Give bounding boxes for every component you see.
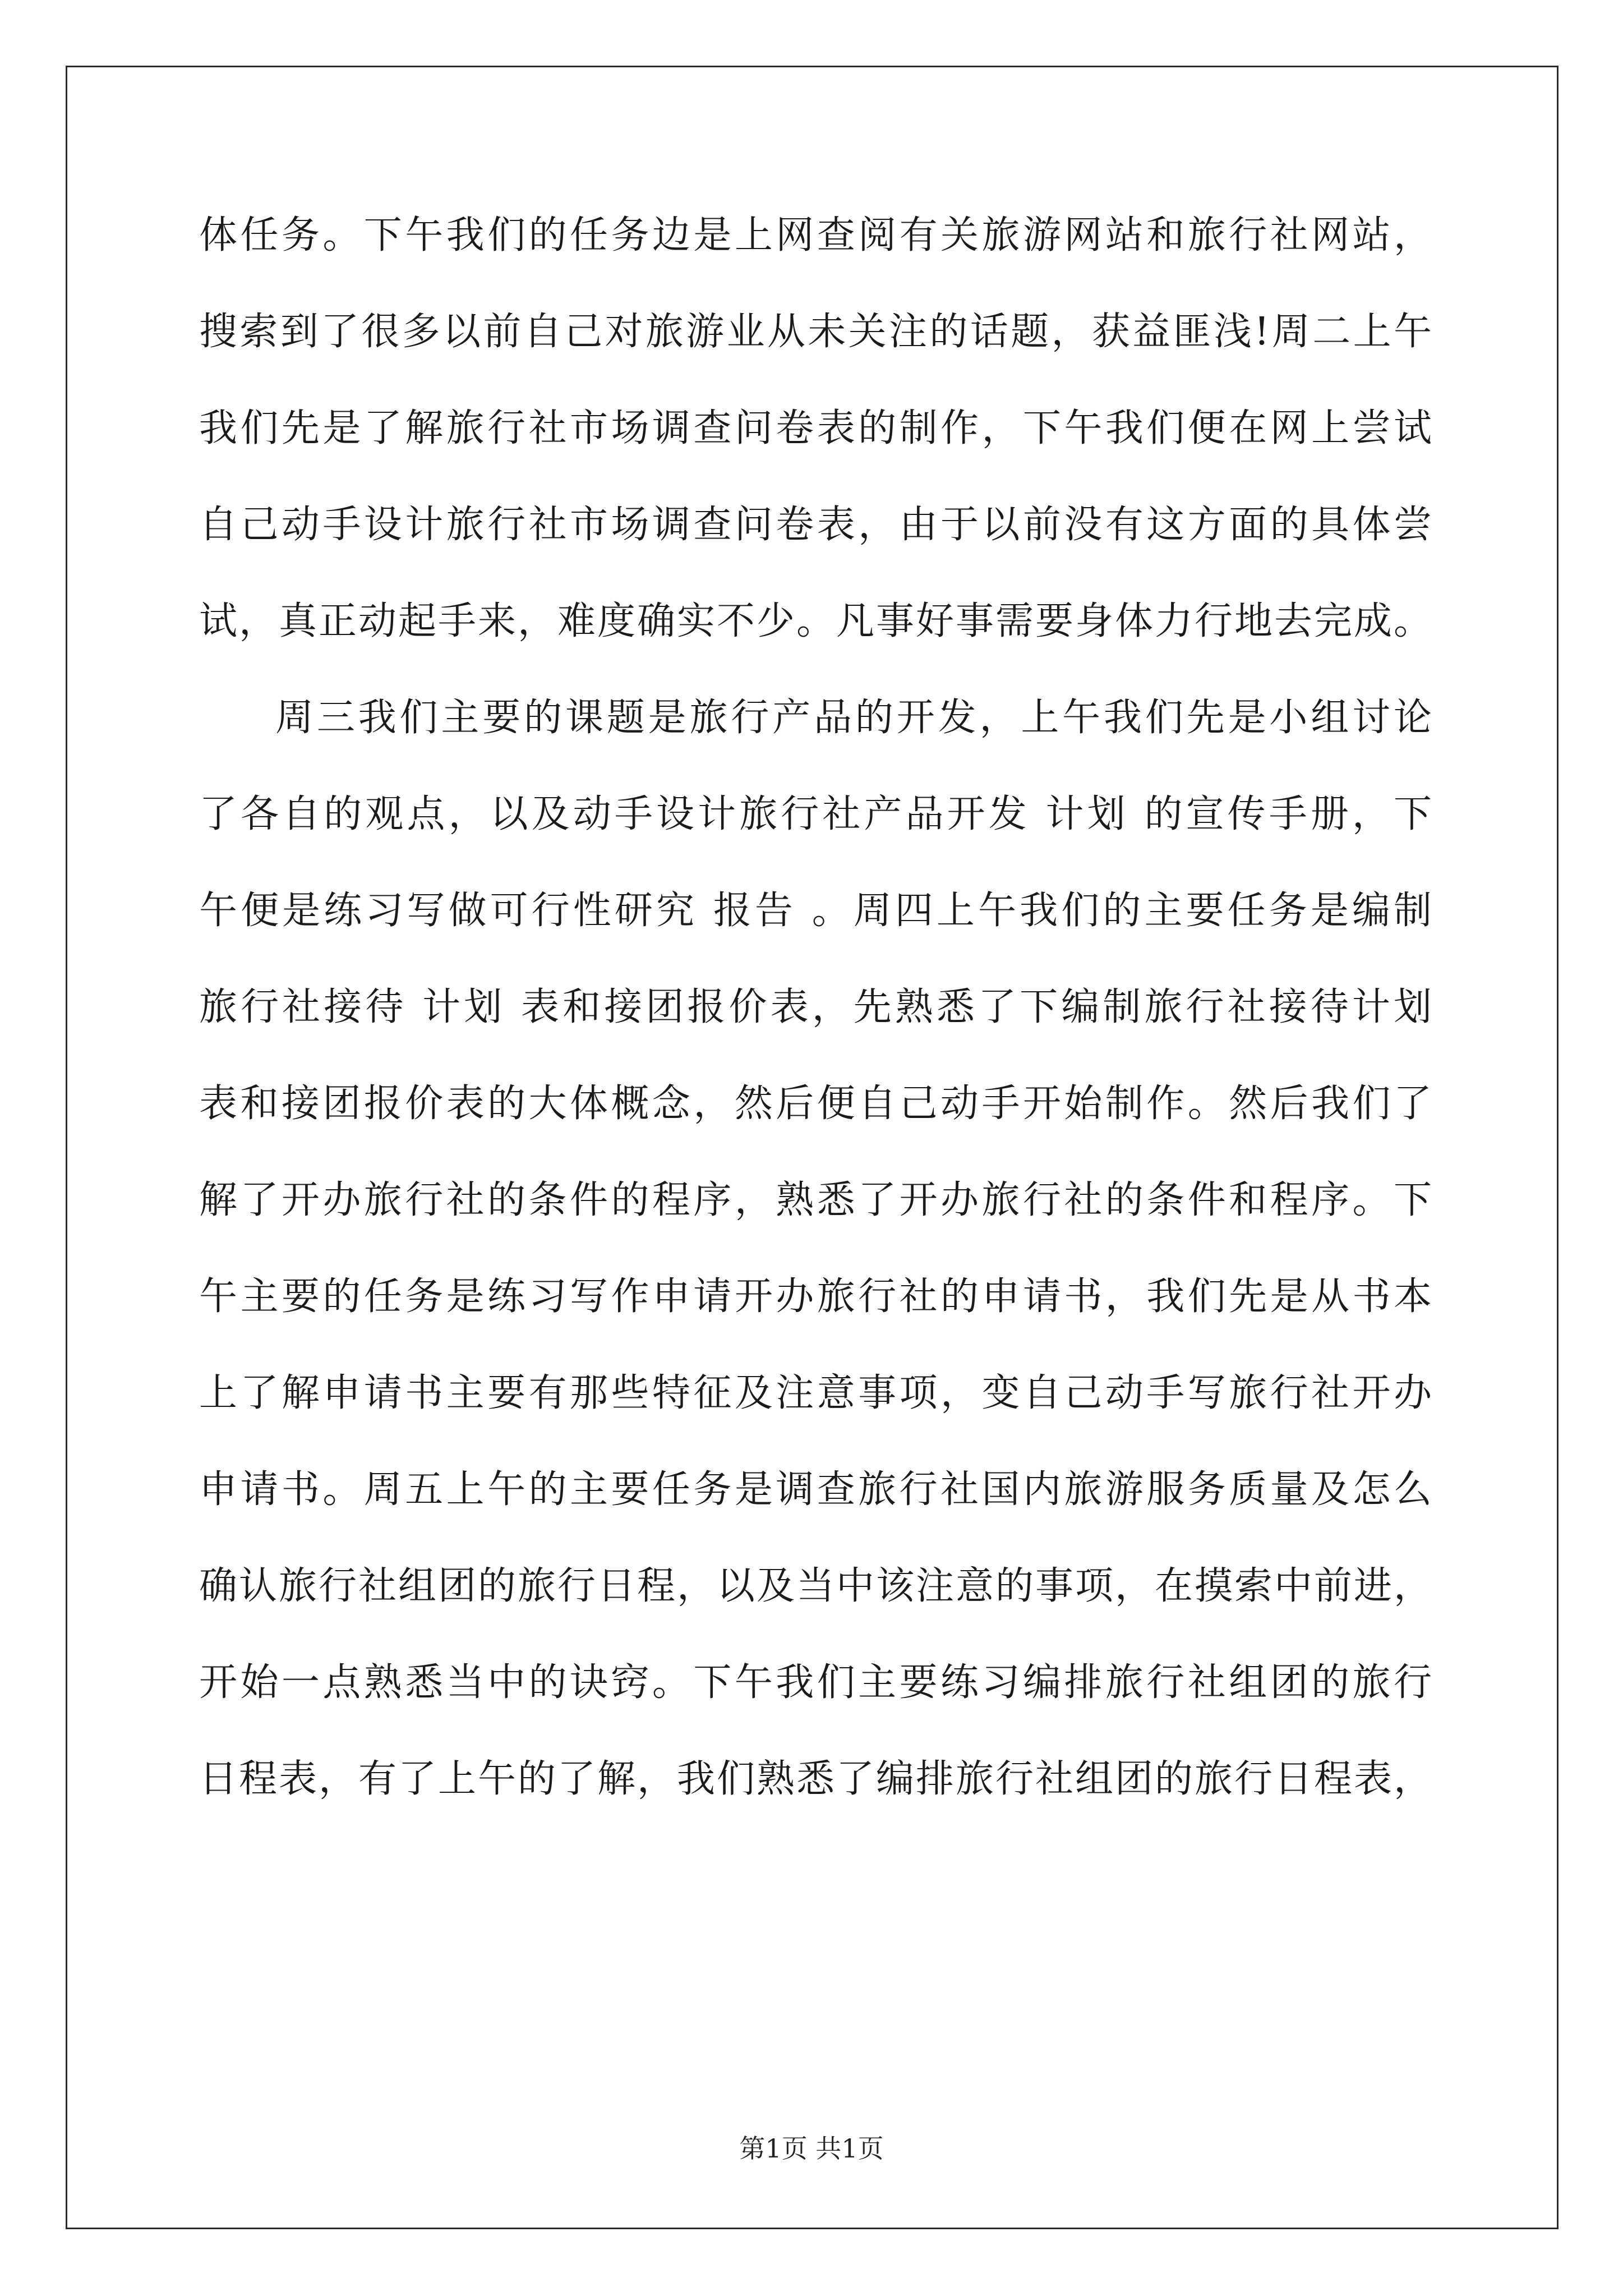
text-line-5: 试，真正动起手来，难度确实不少。凡事好事需要身体力行地去完成。 [199, 599, 1433, 643]
text-line-8: 午便是练习写做可行性研究 报告 。周四上午我们的主要任务是编制 [199, 889, 1433, 933]
text-line-3: 我们先是了解旅行社市场调查问卷表的制作，下午我们便在网上尝试 [199, 406, 1433, 450]
page-footer: 第1页 共1页 [739, 2133, 884, 2164]
text-line-14: 申请书。周五上午的主要任务是调查旅行社国内旅游服务质量及怎么 [199, 1467, 1433, 1512]
body-text [199, 208, 1433, 1848]
text-line-16: 开始一点熟悉当中的诀窍。下午我们主要练习编排旅行社组团的旅行 [199, 1660, 1433, 1705]
text-line-11: 解了开办旅行社的条件的程序，熟悉了开办旅行社的条件和程序。下 [199, 1178, 1433, 1222]
text-line-12: 午主要的任务是练习写作申请开办旅行社的申请书，我们先是从书本 [199, 1274, 1433, 1319]
text-line-13: 上了解申请书主要有那些特征及注意事项，变自己动手写旅行社开办 [199, 1371, 1433, 1415]
text-line-2: 搜索到了很多以前自己对旅游业从未关注的话题，获益匪浅!周二上午 [199, 310, 1433, 354]
text-line-6: 周三我们主要的课题是旅行产品的开发，上午我们先是小组讨论 [275, 696, 1433, 740]
text-line-1: 体任务。下午我们的任务边是上网查阅有关旅游网站和旅行社网站， [199, 213, 1433, 257]
text-line-17: 日程表，有了上午的了解，我们熟悉了编排旅行社组团的旅行日程表， [199, 1757, 1433, 1801]
text-line-10: 表和接团报价表的大体概念，然后便自己动手开始制作。然后我们了 [199, 1082, 1433, 1126]
text-line-7: 了各自的观点，以及动手设计旅行社产品开发 计划 的宣传手册，下 [199, 792, 1433, 836]
text-line-4: 自己动手设计旅行社市场调查问卷表，由于以前没有这方面的具体尝 [199, 503, 1433, 547]
text-line-9: 旅行社接待 计划 表和接团报价表，先熟悉了下编制旅行社接待计划 [199, 985, 1433, 1029]
text-line-15: 确认旅行社组团的旅行日程，以及当中该注意的事项，在摸索中前进， [199, 1564, 1433, 1608]
